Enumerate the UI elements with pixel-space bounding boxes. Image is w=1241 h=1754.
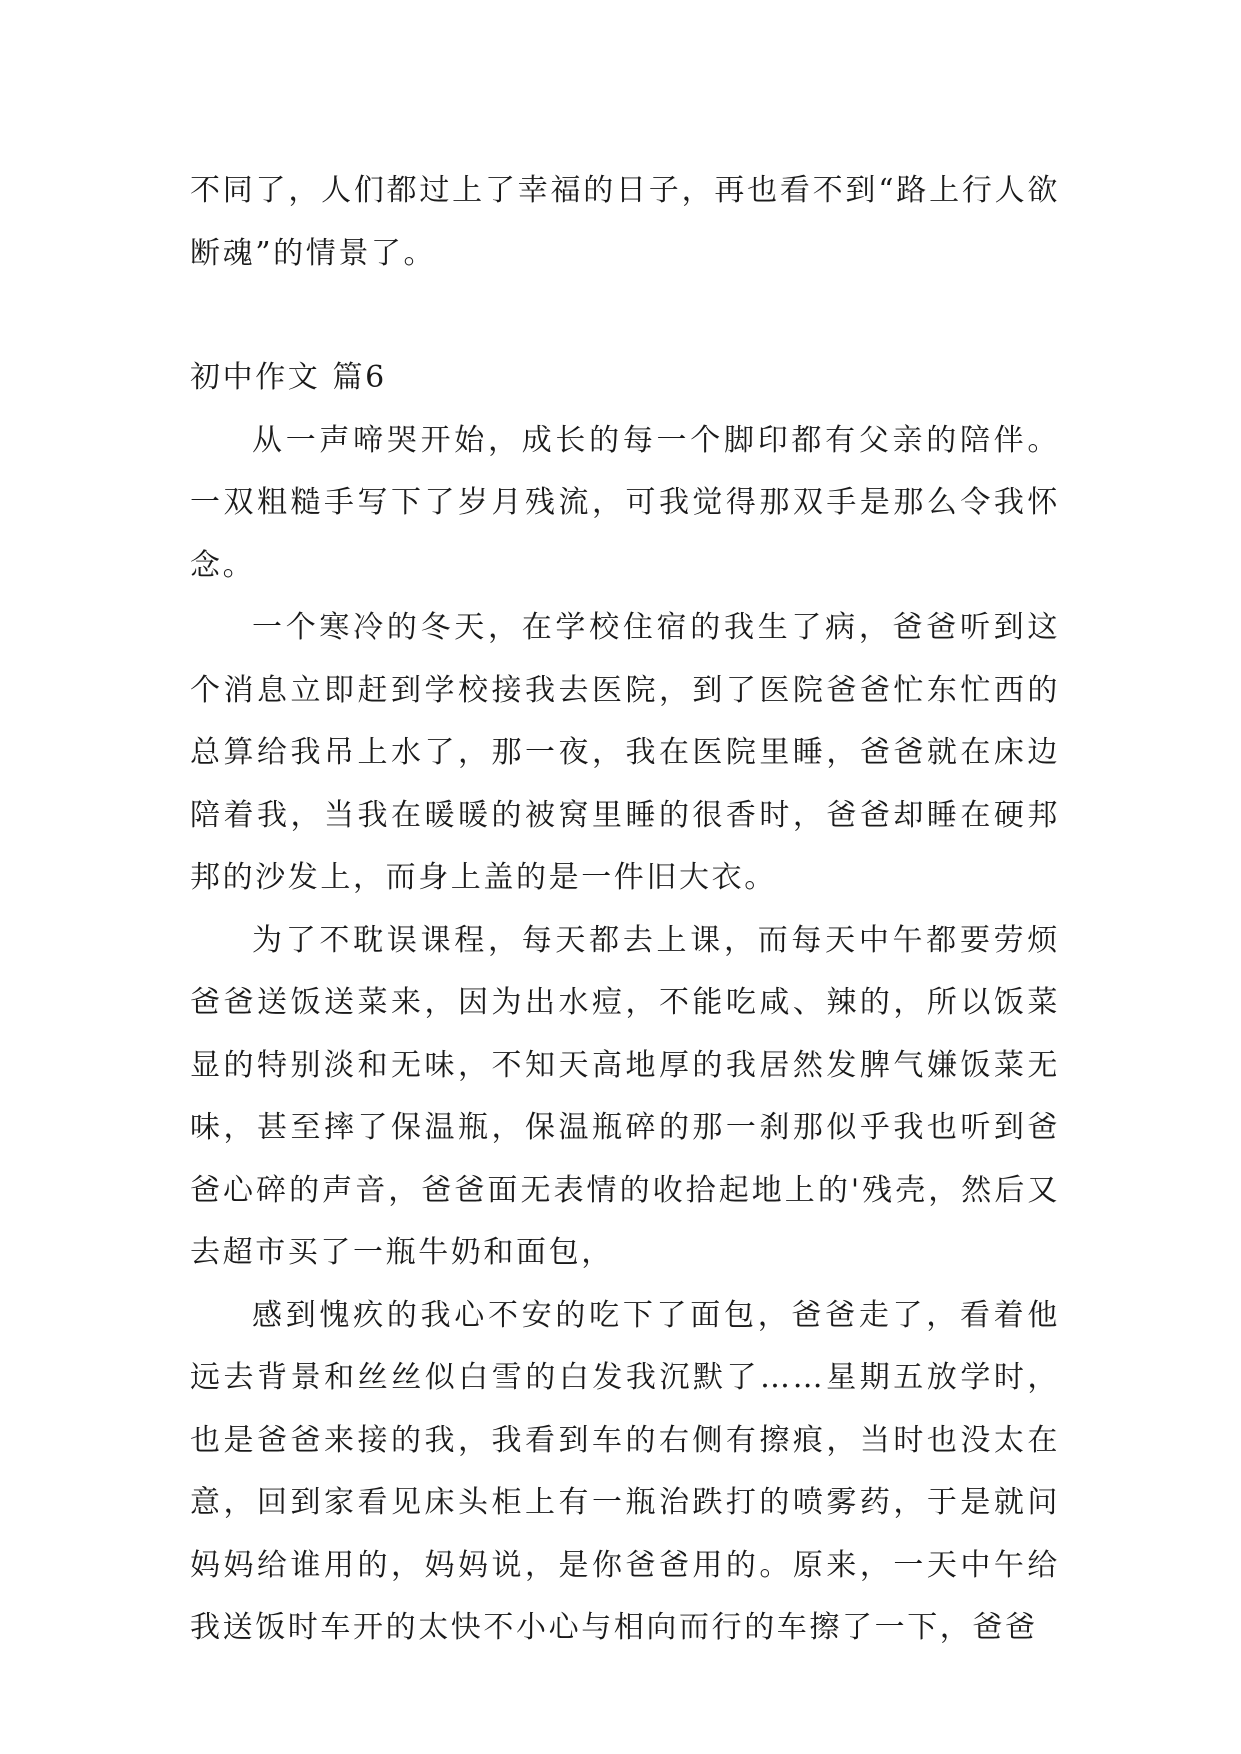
paragraph-3: 为了不耽误课程，每天都去上课，而每天中午都要劳烦爸爸送饭送菜来，因为出水痘，不能吃咸、辣的，所以饭菜显的特别淡和无味，不知天高地厚的我居然发脾气嫌饭菜无味，甚至摔了保温瓶，保温瓶碎的那一刹那似乎我也听到爸爸心碎的声音，爸爸面无表情的收拾起地上的'残壳，然后又去超市买了一瓶牛奶和面包，	[190, 922, 1060, 1270]
paragraph-2: 一个寒冷的冬天，在学校住宿的我生了病，爸爸听到这个消息立即赶到学校接我去医院，到了医院爸爸忙东忙西的总算给我吊上水了，那一夜，我在医院里睡，爸爸就在床边陪着我，当我在暖暖的被窝里睡的很香时，爸爸却睡在硬邦邦的沙发上，而身上盖的是一件旧大衣。	[190, 610, 1060, 895]
continuation-paragraph: 不同了，人们都过上了幸福的日子，再也看不到“路上行人欲断魂”的情景了。	[190, 173, 1060, 271]
paragraph-4: 感到愧疚的我心不安的吃下了面包，爸爸走了，看着他远去背景和丝丝似白雪的白发我沉默了……星期五放学时，也是爸爸来接的我，我看到车的右侧有擦痕，当时也没太在意，回到家看见床头柜上有一瓶治跌打的喷雾药，于是就问妈妈给谁用的，妈妈说，是你爸爸用的。原来，一天中午给我送饭时车开的太快不小心与相向而行的车擦了一下，爸爸	[190, 1297, 1060, 1645]
paragraph-1: 从一声啼哭开始，成长的每一个脚印都有父亲的陪伴。一双粗糙手写下了岁月残流，可我觉得那双手是那么令我怀念。	[190, 422, 1060, 583]
document-body	[190, 160, 1060, 1660]
section-title: 初中作文 篇6	[190, 360, 387, 395]
